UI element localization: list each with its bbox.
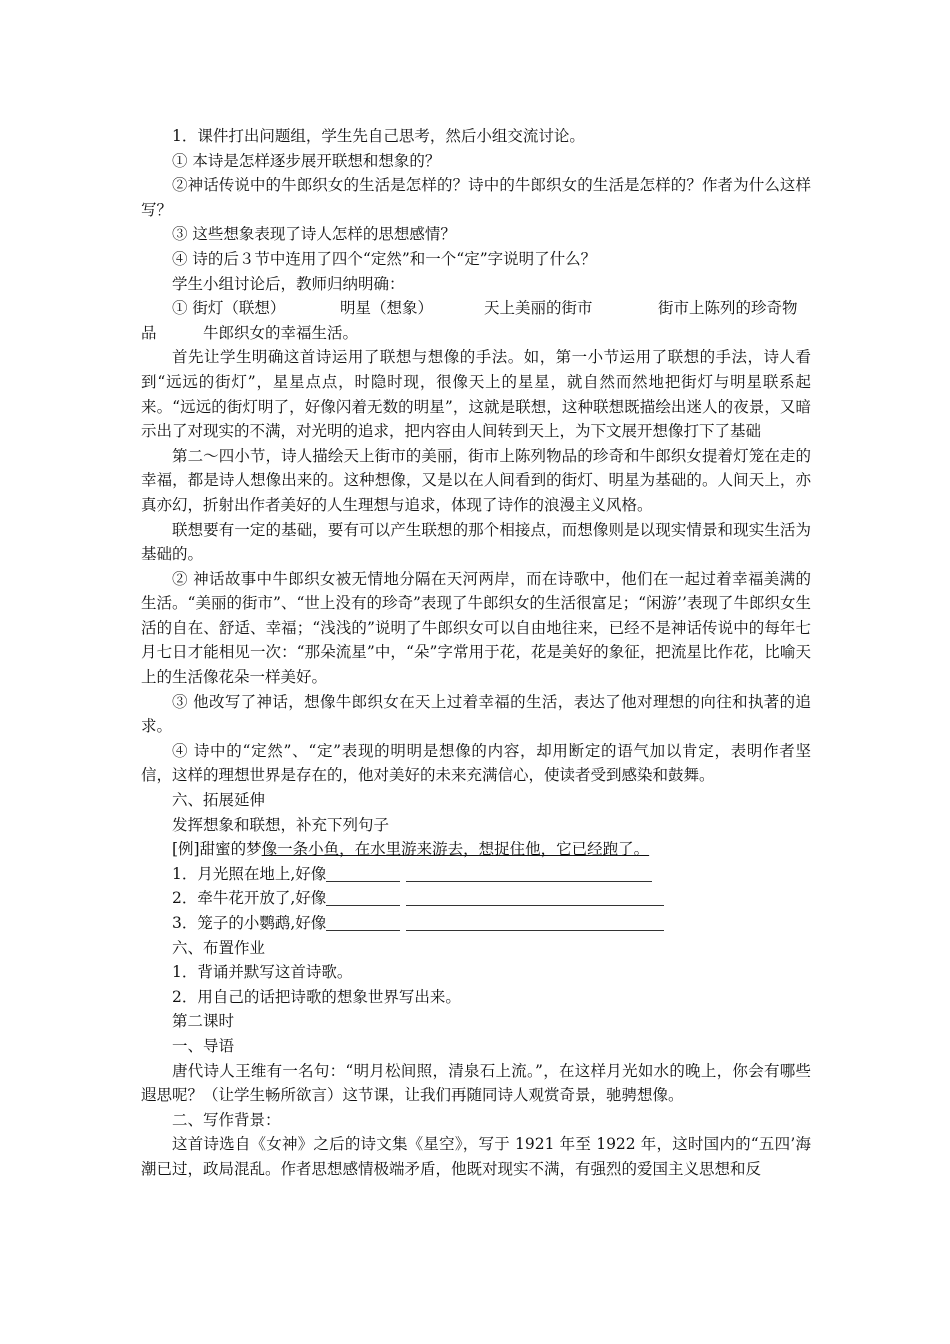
fill-prompt: 3．笼子的小鹦鹉,好像: [172, 914, 327, 932]
flow-item: 牛郎织女的幸福生活。: [203, 323, 359, 342]
flow-item: 街市上陈列的珍奇物: [658, 299, 798, 318]
question-2: ②神话传说中的牛郎织女的生活是怎样的？诗中的牛郎织女的生活是怎样的？作者为什么这样写？: [141, 176, 811, 219]
answer-blank[interactable]: [406, 889, 664, 906]
flow-line-2: [141, 321, 811, 346]
question-1: ① 本诗是怎样逐步展开联想和想象的？: [172, 151, 441, 170]
flow-item: 品: [141, 323, 157, 342]
answer-blank[interactable]: [406, 865, 652, 882]
lesson-heading: 第二课时: [172, 1012, 235, 1031]
example-line: [141, 837, 811, 862]
flow-item: ① 街灯（联想）: [172, 299, 286, 318]
flow-line-1: [141, 296, 811, 321]
paragraph: 这首诗选自《女神》之后的诗文集《星空》，写于 1921 年至 1922 年，这时国内的“五四’海潮已过，政局混乱。作者思想感情极端矛盾，他既对现实不满，有强烈的爱国主义思想和反: [141, 1135, 811, 1178]
question-4: ④ 诗的后３节中连用了四个“定然”和一个“定”字说明了什么？: [172, 249, 597, 268]
section-heading: 二、写作背景：: [172, 1110, 281, 1129]
example-answer: 像一条小鱼，在水里游来游去，想捉住他，它已经跑了。: [261, 840, 650, 859]
paragraph: 学生小组讨论后，教师归纳明确：: [172, 274, 405, 293]
paragraph: 唐代诗人王维有一名句：“明月松间照，清泉石上流。”，在这样月光如水的晚上，你会有哪些遐思呢？（让学生畅所欲言）这节课，让我们再随同诗人观赏奇景，驰骋想像。: [141, 1061, 811, 1105]
fill-blank-3: [141, 911, 811, 936]
paragraph: 联想要有一定的基础，要有可以产生联想的那个相接点，而想像则是以现实情景和现实生活为基础的。: [141, 520, 811, 564]
section-heading: 一、导语: [172, 1036, 235, 1055]
flow-item: 明星（想象）: [340, 299, 434, 318]
answer-blank[interactable]: [326, 889, 400, 906]
paragraph: 2．用自己的话把诗歌的想象世界写出来。: [172, 987, 461, 1006]
fill-prompt: 1．月光照在地上,好像: [172, 864, 327, 883]
paragraph: 1．课件打出问题组，学生先自己思考，然后小组交流讨论。: [172, 127, 585, 145]
section-heading: 六、拓展延伸: [172, 791, 266, 810]
paragraph: ② 神话故事中牛郎织女被无情地分隔在天河两岸，而在诗歌中，他们在一起过着幸福美满的生活。“美丽的街市”、“世上没有的珍奇”表现了牛郎织女的生活很富足；“闲游’’表现了牛郎织女生活的自在、舒适、幸福；“浅浅的”说明了牛郎织女可以自由地往来，已经不是神话传说中的每年七月七日才能相见一次：“那朵流星”中，“朵”字常用于花，花是美好的象征，把流星比作花，比喻天上的生活像花朵一样美好。: [141, 569, 811, 687]
answer-blank[interactable]: [326, 865, 400, 882]
paragraph: ③ 他改写了神话，想像牛郎织女在天上过着幸福的生活，表达了他对理想的向往和执著的追求。: [141, 692, 811, 736]
fill-blank-2: [141, 886, 811, 911]
fill-blank-1: [141, 862, 811, 887]
section-heading: 六、布置作业: [172, 938, 266, 957]
fill-prompt: 2．牵牛花开放了,好像: [172, 889, 327, 908]
paragraph: 发挥想象和联想，补充下列句子: [172, 815, 390, 834]
answer-blank[interactable]: [406, 914, 664, 931]
example-prefix: [例]甜蜜的梦: [172, 840, 262, 859]
paragraph: 第二～四小节，诗人描绘天上街市的美丽，街市上陈列物品的珍奇和牛郎织女提着灯笼在走的幸福，都是诗人想像出来的。这种想像，又是以在人间看到的街灯、明星为基础的。人间天上，亦真亦幻，折射出作者美好的人生理想与追求，体现了诗作的浪漫主义风格。: [141, 446, 811, 514]
flow-item: 天上美丽的街市: [484, 299, 593, 318]
question-3: ③ 这些想象表现了诗人怎样的思想感情？: [172, 225, 456, 244]
document-body: [141, 124, 811, 1182]
paragraph: ④ 诗中的“定然”、“定”表现的明明是想像的内容，却用断定的语气加以肯定，表明作者坚信，这样的理想世界是存在的，他对美好的未来充满信心，使读者受到感染和鼓舞。: [141, 741, 811, 785]
answer-blank[interactable]: [326, 914, 400, 931]
paragraph: 1．背诵并默写这首诗歌。: [172, 963, 353, 982]
paragraph: 首先让学生明确这首诗运用了联想与想像的手法。如，第一小节运用了联想的手法，诗人看到“远远的街灯”，星星点点，时隐时现，很像天上的星星，就自然而然地把街灯与明星联系起来。“远远的街灯明了，好像闪着无数的明星”，这就是联想，这种联想既描绘出迷人的夜景，又暗示出了对现实的不满，对光明的追求，把内容由人间转到天上，为下文展开想像打下了基础: [141, 348, 811, 441]
